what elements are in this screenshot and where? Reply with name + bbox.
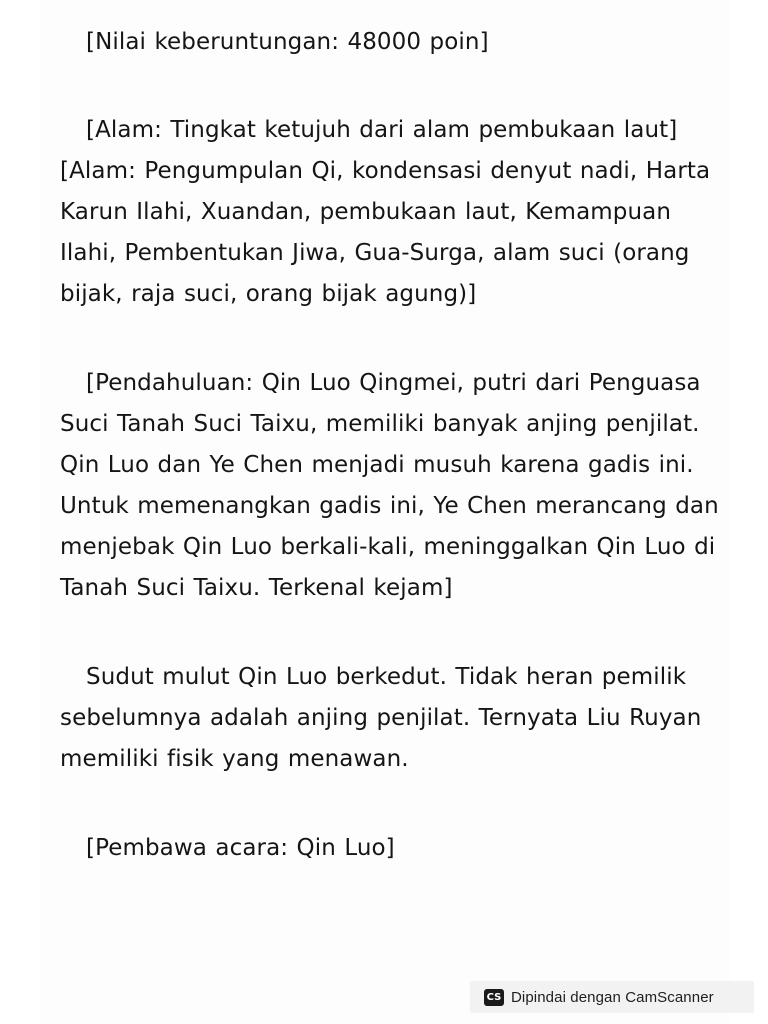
document-body bbox=[60, 22, 720, 869]
paragraph-narrative: Sudut mulut Qin Luo berkedut. Tidak heran pemilik sebelumnya adalah anjing penjilat. Ternyata Liu Ruyan memiliki fisik yang menawan. bbox=[60, 664, 702, 772]
camscanner-logo-icon: CS bbox=[484, 989, 504, 1006]
watermark-text: Dipindai dengan CamScanner bbox=[511, 988, 714, 1006]
paragraph-realm: [Alam: Tingkat ketujuh dari alam pembukaan laut] [Alam: Pengumpulan Qi, kondensasi denyut nadi, Harta Karun Ilahi, Xuandan, pembukaan laut, Kemampuan Ilahi, Pembentukan Jiwa, Gua-Surga, alam suci (orang bijak, raja suci, orang bijak agung)] bbox=[60, 117, 711, 307]
camscanner-watermark bbox=[470, 981, 754, 1013]
paragraph-introduction: [Pendahuluan: Qin Luo Qingmei, putri dari Penguasa Suci Tanah Suci Taixu, memiliki banyak anjing penjilat. Qin Luo dan Ye Chen menjadi musuh karena gadis ini. Untuk memenangkan gadis ini, Ye Chen merancang dan menjebak Qin Luo berkali-kali, meninggalkan Qin Luo di Tanah Suci Taixu. Terkenal kejam] bbox=[60, 370, 719, 601]
paragraph-host: [Pembawa acara: Qin Luo] bbox=[86, 835, 395, 861]
paragraph-luck-value: [Nilai keberuntungan: 48000 poin] bbox=[86, 29, 489, 55]
